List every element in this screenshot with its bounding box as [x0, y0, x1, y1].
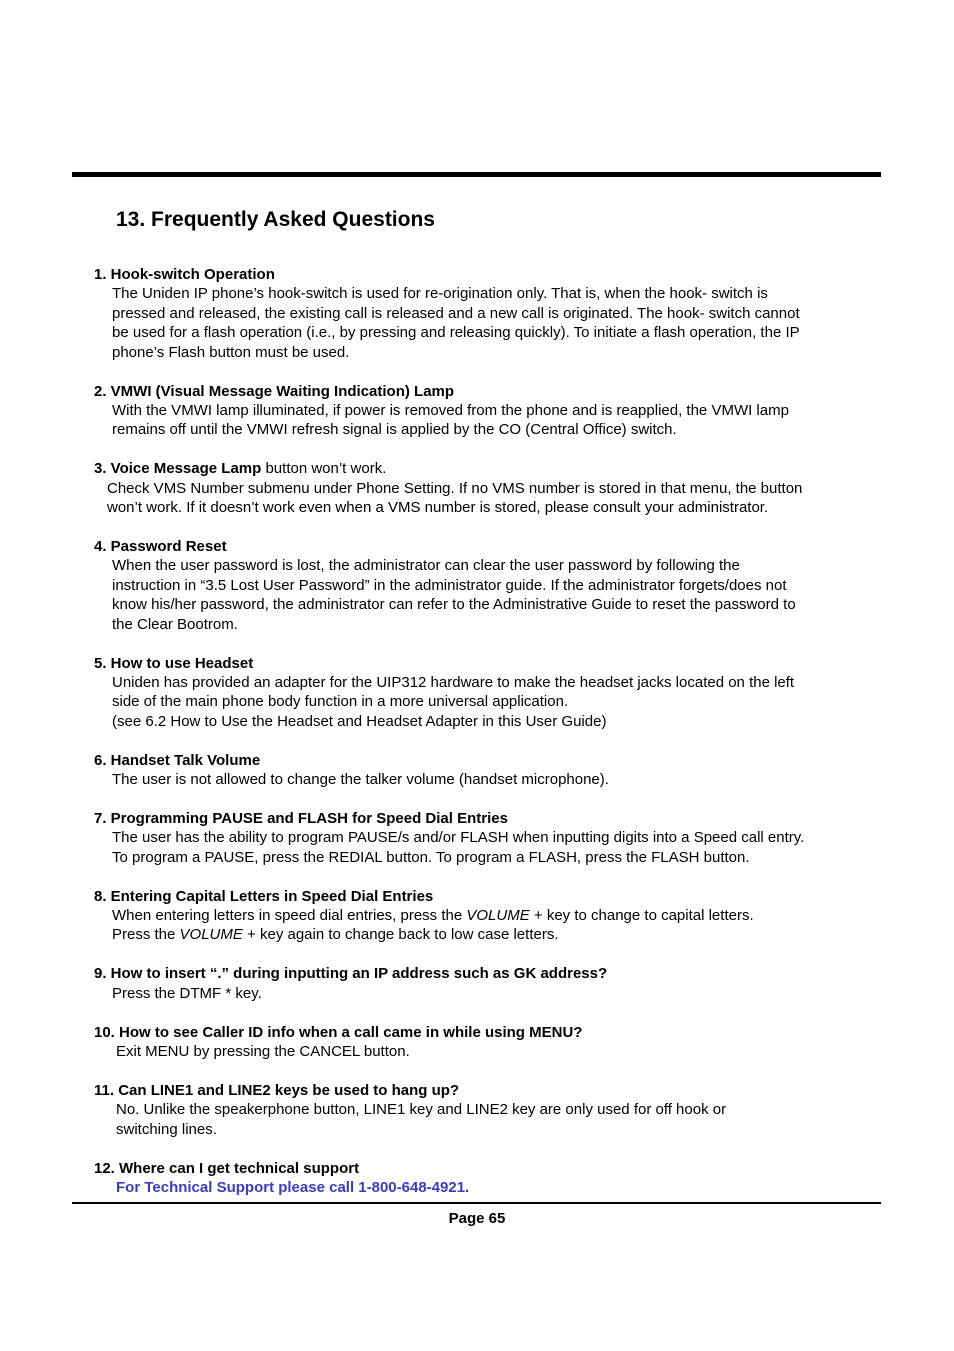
- answer-text: Press the: [112, 926, 180, 944]
- faq-item-capital-letters: [94, 887, 864, 945]
- answer-line: be used for a flash operation (i.e., by pressing and releasing quickly). To initiate a flash operation, the IP: [112, 324, 800, 342]
- faq-question: [94, 459, 864, 478]
- faq-question: 1. Hook-switch Operation: [94, 266, 275, 283]
- faq-question: 4. Password Reset: [94, 537, 227, 555]
- answer-line: (see 6.2 How to Use the Headset and Headset Adapter in this User Guide): [112, 712, 607, 730]
- faq-answer: [94, 770, 864, 789]
- answer-line: [112, 925, 864, 944]
- faq-question: 5. How to use Headset: [94, 654, 254, 672]
- faq-question: 2. VMWI (Visual Message Waiting Indication) Lamp: [94, 382, 455, 400]
- answer-line: The user has the ability to program PAUSE/s and/or FLASH when inputting digits into a Speed call entry.: [112, 829, 805, 847]
- faq-answer: [94, 828, 864, 867]
- answer-line: pressed and released, the existing call is released and a new call is originated. The hook- switch cannot: [112, 304, 800, 322]
- answer-line: The Uniden IP phone’s hook-switch is used for re-origination only. That is, when the hook- switch is: [112, 285, 768, 303]
- faq-question: 10. How to see Caller ID info when a call came in while using MENU?: [94, 1023, 583, 1041]
- faq-answer: [94, 673, 864, 731]
- faq-item-password-reset: [94, 537, 864, 634]
- faq-list: [94, 265, 864, 1217]
- faq-answer: [94, 556, 864, 634]
- answer-text: + key again to change back to low case letters.: [242, 926, 559, 944]
- faq-answer: [94, 1100, 864, 1139]
- answer-line: [112, 906, 864, 925]
- answer-line: Press the DTMF * key.: [112, 984, 262, 1002]
- answer-line: When the user password is lost, the administrator can clear the user password by following the: [112, 557, 740, 575]
- footer-rule: [72, 1202, 881, 1204]
- answer-text: When entering letters in speed dial entries, press the: [112, 907, 467, 925]
- page-number: Page 65: [448, 1210, 506, 1227]
- faq-question-bold: 3. Voice Message Lamp: [94, 460, 262, 478]
- answer-line: know his/her password, the administrator can refer to the Administrative Guide to reset the password to: [112, 596, 796, 614]
- faq-item-headset: [94, 654, 864, 732]
- volume-key-text: VOLUME: [179, 926, 243, 944]
- faq-answer: [94, 1042, 864, 1061]
- answer-line: the Clear Bootrom.: [112, 615, 238, 633]
- faq-question: 11. Can LINE1 and LINE2 keys be used to hang up?: [94, 1082, 460, 1099]
- answer-line: To program a PAUSE, press the REDIAL button. To program a FLASH, press the FLASH button.: [112, 848, 750, 866]
- answer-line: The user is not allowed to change the talker volume (handset microphone).: [112, 771, 609, 789]
- faq-question: 6. Handset Talk Volume: [94, 751, 261, 769]
- faq-answer: [94, 906, 864, 945]
- answer-line: No. Unlike the speakerphone button, LINE1 key and LINE2 key are only used for off hook or: [116, 1101, 727, 1119]
- answer-line: instruction in “3.5 Lost User Password” in the administrator guide. If the administrator forgets/does not: [112, 576, 787, 594]
- answer-line: remains off until the VMWI refresh signal is applied by the CO (Central Office) switch.: [112, 421, 677, 439]
- faq-question-rest: button won’t work.: [261, 460, 387, 478]
- faq-item-voice-message-lamp: [94, 459, 864, 517]
- faq-answer: [94, 284, 864, 362]
- answer-text: + key to change to capital letters.: [529, 907, 754, 925]
- faq-question: 8. Entering Capital Letters in Speed Dial Entries: [94, 887, 434, 905]
- faq-item-line-keys: [94, 1081, 864, 1139]
- faq-item-vmwi-lamp: [94, 382, 864, 440]
- answer-line: switching lines.: [116, 1120, 217, 1138]
- page-title: 13. Frequently Asked Questions: [116, 208, 435, 231]
- volume-key-text: VOLUME: [466, 907, 530, 925]
- answer-line: With the VMWI lamp illuminated, if power is removed from the phone and is reapplied, the VMWI lamp: [112, 401, 789, 419]
- answer-line: side of the main phone body function in a more universal application.: [112, 693, 569, 711]
- faq-item-caller-id: [94, 1023, 864, 1062]
- faq-item-insert-dot: [94, 964, 864, 1003]
- answer-line: Check VMS Number submenu under Phone Setting. If no VMS number is stored in that menu, the button: [107, 479, 803, 497]
- faq-answer: [94, 479, 864, 518]
- technical-support-phone: For Technical Support please call 1-800-648-4921.: [116, 1179, 470, 1197]
- faq-question: 12. Where can I get technical support: [94, 1159, 360, 1177]
- answer-line: Exit MENU by pressing the CANCEL button.: [116, 1043, 410, 1061]
- faq-answer: [94, 1178, 864, 1197]
- answer-line: won’t work. If it doesn’t work even when a VMS number is stored, please consult your administrator.: [107, 499, 769, 517]
- faq-item-technical-support: [94, 1159, 864, 1198]
- answer-line: Uniden has provided an adapter for the UIP312 hardware to make the headset jacks located on the left: [112, 673, 795, 691]
- faq-item-handset-volume: [94, 751, 864, 790]
- answer-line: phone’s Flash button must be used.: [112, 343, 350, 361]
- faq-answer: [94, 401, 864, 440]
- header-rule: [72, 172, 881, 177]
- faq-question: 9. How to insert “.” during inputting an IP address such as GK address?: [94, 965, 608, 983]
- faq-item-pause-flash: [94, 809, 864, 867]
- faq-item-hook-switch: [94, 265, 864, 362]
- faq-answer: [94, 984, 864, 1003]
- faq-question: 7. Programming PAUSE and FLASH for Speed Dial Entries: [94, 809, 508, 827]
